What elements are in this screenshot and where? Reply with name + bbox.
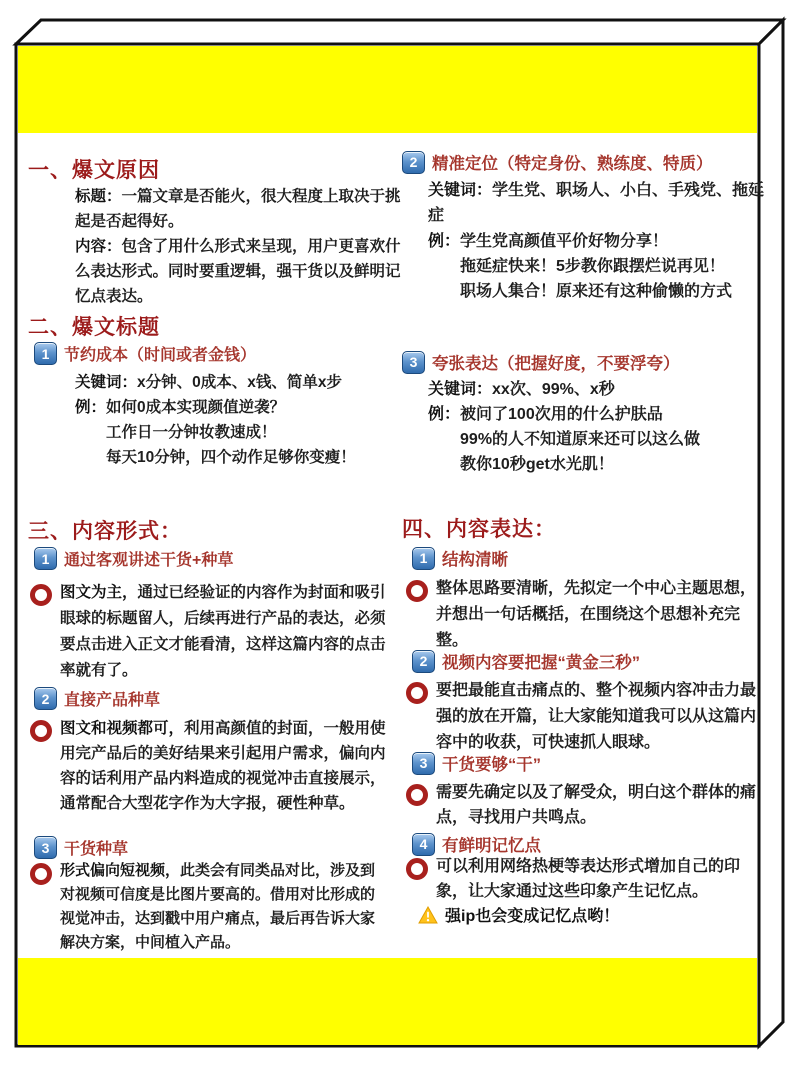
bullet-text: 可以利用网络热梗等表达形式增加自己的印象，让大家通过这些印象产生记忆点。	[436, 858, 741, 900]
number-badge-icon: 3	[34, 836, 57, 859]
bullet-text	[60, 580, 388, 684]
numbered-item-direct-seeding	[34, 687, 160, 710]
label-keywords: 关键词：	[428, 182, 493, 199]
numbered-item-clear-structure	[412, 546, 508, 570]
bullet-text: 整体思路要清晰，先拟定一个中心主题思想，并想出一句话概括，在围绕这个思想补充完整。	[436, 580, 757, 649]
left-column	[28, 0, 400, 1067]
example-line: 如何0成本实现颜值逆袭？	[106, 399, 286, 416]
example-line: 被问了100次用的什么护肤品	[460, 406, 663, 423]
numbered-item-dry-enough	[412, 751, 541, 775]
book-right-face	[759, 20, 783, 1046]
label-title: 标题：	[75, 188, 122, 205]
item-title: 通过客观讲述干货+种草	[64, 552, 234, 569]
bullet-body: 此类会有同类品对比，涉及到对视频可信度是比图片要高的。借用对比形成的视觉冲击，达到戳中用户痛点，最后再告诉大家解决方案，中间植入产品。	[60, 862, 376, 951]
label-keywords: 关键词：	[428, 381, 493, 398]
numbered-item-objective-dry-goods	[34, 547, 233, 570]
example-lines	[460, 402, 700, 477]
example-line: 拖延症快来！5步教你跟摆烂说再见！	[460, 258, 725, 275]
circle-bullet-icon	[30, 863, 52, 885]
paragraph-content-factor	[75, 234, 405, 309]
section-heading-viral-titles: 二、爆文标题	[28, 316, 160, 339]
examples-block	[428, 229, 732, 304]
numbered-item-precise-positioning	[402, 150, 713, 174]
circle-bullet-icon	[30, 720, 52, 742]
circle-bullet-icon	[406, 682, 428, 704]
label-keywords: 关键词：	[75, 374, 138, 391]
label-example: 例：	[428, 406, 461, 423]
number-badge-icon: 2	[412, 650, 435, 673]
bullet-body: 利用高颜值的封面，一般用使用完产品后的美好结果来引起用户需求，偏向内容的话利用产品内料造成的视觉冲击直接展示，通常配合大型花字作为大字报，硬性种草。	[60, 720, 386, 812]
circle-bullet-icon	[406, 580, 428, 602]
number-badge-icon: 1	[34, 547, 57, 570]
number-badge-icon: 3	[402, 351, 425, 374]
item-title: 直接产品种草	[64, 692, 161, 709]
numbered-item-save-cost	[34, 342, 256, 365]
label-example: 例：	[75, 399, 107, 416]
examples-block	[428, 402, 700, 477]
right-column	[402, 0, 765, 1067]
numbered-item-golden-three-seconds	[412, 649, 640, 673]
bullet-paragraph	[406, 678, 758, 756]
circle-bullet-icon	[406, 784, 428, 806]
number-badge-icon: 4	[412, 833, 435, 856]
number-badge-icon: 2	[34, 687, 57, 710]
examples-block	[75, 395, 356, 470]
bold-lead: 图文和视频都可，	[60, 720, 185, 737]
example-line: 职场人集合！原来还有这种偷懒的方式	[460, 283, 733, 300]
section-heading-viral-reasons: 一、爆文原因	[28, 159, 160, 182]
bullet-paragraph	[406, 780, 758, 830]
example-line: 99%的人不知道原来还可以这么做	[460, 431, 701, 448]
example-line: 教你10秒get水光肌！	[460, 456, 614, 473]
warning-note	[418, 903, 619, 926]
text-keywords: x分钟、0成本、x钱、简单x步	[137, 374, 342, 391]
paragraph-title-factor	[75, 184, 405, 234]
item-title: 精准定位（特定身份、熟练度、特质）	[432, 155, 713, 173]
example-line: 学生党高颜值平价好物分享！	[460, 233, 669, 250]
bullet-text: 要把最能直击痛点的、整个视频内容冲击力最强的放在开篇，让大家能知道我可以从这篇内容中的收获，可快速抓人眼球。	[436, 682, 757, 751]
example-lines	[106, 395, 356, 470]
bullet-text	[60, 859, 388, 955]
item-title: 节约成本（时间或者金钱）	[64, 347, 257, 364]
bullet-paragraph	[30, 716, 398, 816]
keywords-line	[75, 370, 405, 395]
item-title: 干货要够“干”	[442, 756, 541, 774]
number-badge-icon: 3	[412, 752, 435, 775]
item-title: 有鲜明记忆点	[442, 837, 541, 855]
number-badge-icon: 1	[412, 547, 435, 570]
bullet-text	[60, 716, 388, 816]
keywords-line	[428, 178, 770, 228]
label-content: 内容：	[75, 238, 122, 255]
text-keywords: 学生党、职场人、小白、手残党、拖延症	[428, 182, 765, 224]
number-badge-icon: 1	[34, 342, 57, 365]
item-title: 结构清晰	[442, 551, 508, 569]
bullet-paragraph	[406, 854, 758, 904]
number-badge-icon: 2	[402, 151, 425, 174]
item-title: 夸张表达（把握好度，不要浮夸）	[432, 355, 680, 373]
warning-text: 强ip也会变成记忆点哟！	[445, 908, 620, 925]
bullet-text: 需要先确定以及了解受众，明白这个群体的痛点，寻找用户共鸣点。	[436, 784, 757, 826]
text-content-factor: 包含了用什么形式来呈现，用户更喜欢什么表达形式。同时要重逻辑，强干货以及鲜明记忆点表达。	[75, 238, 401, 305]
item-title: 视频内容要把握“黄金三秒”	[442, 654, 640, 672]
label-example: 例：	[428, 233, 461, 250]
warning-icon	[418, 906, 438, 924]
bold-lead: 图文为主，	[60, 584, 138, 601]
section-heading-content-format: 三、内容形式：	[28, 520, 182, 543]
numbered-item-dry-goods-seeding	[34, 836, 128, 859]
bullet-body: 通过已经验证的内容作为封面和吸引眼球的标题留人，后续再进行产品的表达，必须要点击进入正文才能看清，这样这篇内容的点击率就有了。	[60, 584, 386, 679]
bullet-paragraph	[30, 580, 398, 684]
section-heading-content-expression: 四、内容表达：	[402, 518, 556, 541]
text-title-factor: 一篇文章是否能火，很大程度上取决于挑起是否起得好。	[75, 188, 401, 230]
example-lines	[460, 229, 732, 304]
text-keywords: xx次、99%、x秒	[492, 381, 615, 398]
bold-lead: 形式偏向短视频，	[60, 862, 181, 879]
bullet-paragraph	[406, 576, 758, 654]
circle-bullet-icon	[406, 858, 428, 880]
numbered-item-memorable-point	[412, 832, 541, 856]
example-line: 每天10分钟，四个动作足够你变瘦！	[106, 449, 356, 466]
bullet-paragraph	[30, 859, 398, 955]
item-title: 干货种草	[64, 841, 129, 858]
keywords-line	[428, 377, 770, 402]
example-line: 工作日一分钟妆教速成！	[106, 424, 277, 441]
circle-bullet-icon	[30, 584, 52, 606]
numbered-item-exaggerated-expression	[402, 350, 680, 374]
